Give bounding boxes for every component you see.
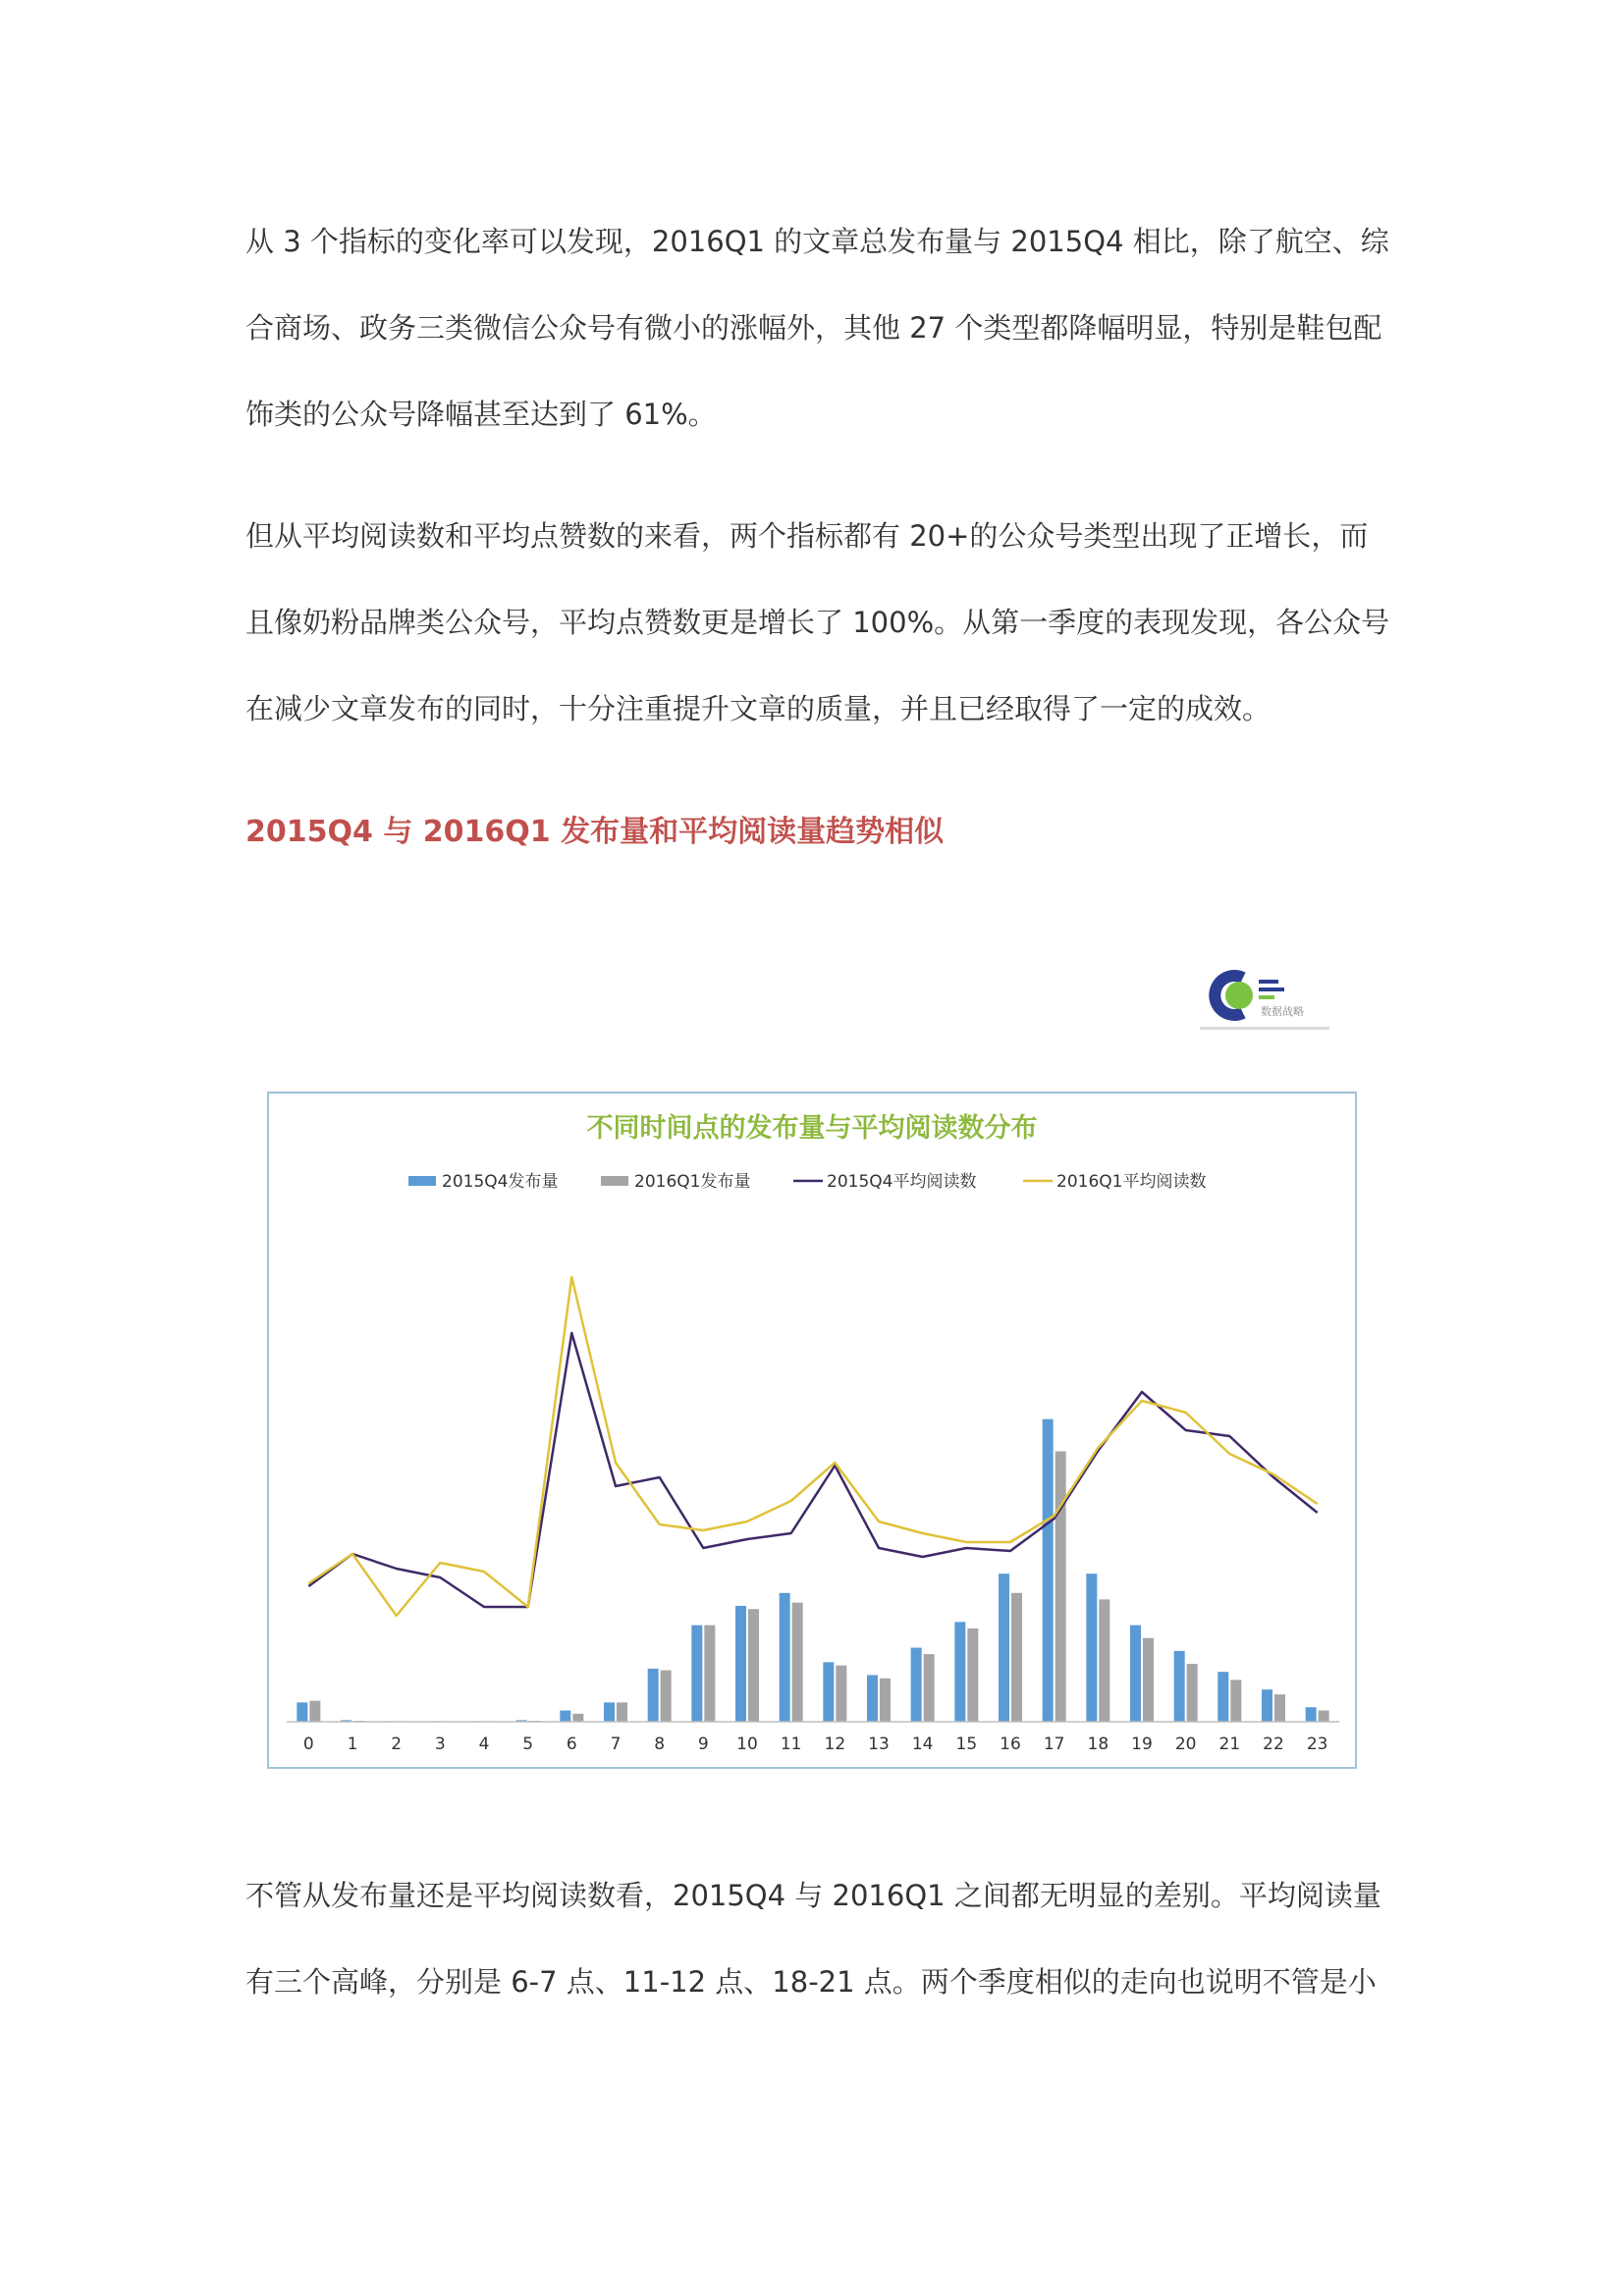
x-tick-label: 8 bbox=[654, 1735, 666, 1754]
bar-2015q4 bbox=[823, 1662, 834, 1722]
bar-2016q1 bbox=[1011, 1593, 1022, 1722]
bar-2015q4 bbox=[1174, 1651, 1185, 1722]
bar-2016q1 bbox=[792, 1603, 803, 1722]
x-tick-label: 5 bbox=[522, 1735, 534, 1754]
bar-2016q1 bbox=[1055, 1451, 1066, 1722]
line-2016q1-avg-read bbox=[308, 1277, 1317, 1616]
bar-2015q4 bbox=[691, 1626, 702, 1722]
bar-2016q1 bbox=[880, 1679, 891, 1722]
x-tick-label: 14 bbox=[911, 1735, 934, 1754]
bar-2015q4 bbox=[911, 1648, 922, 1722]
chart-title: 不同时间点的发布量与平均阅读数分布 bbox=[586, 1113, 1038, 1144]
bar-2015q4 bbox=[1306, 1707, 1317, 1722]
x-tick-label: 2 bbox=[391, 1735, 403, 1754]
bar-2016q1 bbox=[661, 1671, 672, 1722]
bar-2015q4 bbox=[560, 1711, 570, 1722]
x-tick-label: 21 bbox=[1218, 1735, 1241, 1754]
legend-label: 2015Q4发布量 bbox=[442, 1172, 559, 1192]
x-tick-label: 1 bbox=[347, 1735, 358, 1754]
bar-2015q4 bbox=[1130, 1626, 1141, 1722]
chart bbox=[269, 1094, 1355, 1767]
bar-2016q1 bbox=[617, 1702, 627, 1722]
paragraph-line: 合商场、政务三类微信公众号有微小的涨幅外，其他 27 个类型都降幅明显，特别是鞋包配 bbox=[245, 311, 1382, 345]
bar-2015q4 bbox=[954, 1622, 965, 1722]
bar-2015q4 bbox=[999, 1574, 1009, 1722]
paragraph-2 bbox=[245, 493, 1404, 752]
x-tick-label: 0 bbox=[302, 1735, 314, 1754]
logo-bar bbox=[1259, 995, 1274, 999]
logo-bar bbox=[1259, 980, 1278, 984]
legend-swatch bbox=[601, 1176, 628, 1186]
bar-2016q1 bbox=[967, 1629, 978, 1722]
x-tick-label: 17 bbox=[1043, 1735, 1065, 1754]
paragraph-3 bbox=[245, 1852, 1404, 2025]
bar-2016q1 bbox=[572, 1714, 583, 1722]
section-heading: 2015Q4 与 2016Q1 发布量和平均阅读量趋势相似 bbox=[245, 815, 945, 849]
bar-2015q4 bbox=[780, 1593, 790, 1722]
legend-label: 2016Q1平均阅读数 bbox=[1056, 1172, 1207, 1192]
legend-label: 2016Q1发布量 bbox=[634, 1172, 751, 1192]
x-tick-label: 7 bbox=[610, 1735, 622, 1754]
bar-2015q4 bbox=[1217, 1672, 1228, 1722]
logo-bar bbox=[1259, 988, 1284, 991]
x-tick-label: 3 bbox=[434, 1735, 446, 1754]
bar-2016q1 bbox=[1099, 1599, 1109, 1722]
logo-s-mark bbox=[1225, 982, 1253, 1009]
paragraph-line: 有三个高峰，分别是 6-7 点、11-12 点、18-21 点。两个季度相似的走向也说明不管是小 bbox=[245, 1965, 1377, 1999]
bar-2015q4 bbox=[604, 1702, 615, 1722]
bar-2016q1 bbox=[1230, 1680, 1241, 1722]
bar-2016q1 bbox=[1187, 1664, 1198, 1722]
logo-text: 数据战略 bbox=[1261, 1005, 1304, 1018]
logo-underline bbox=[1200, 1027, 1329, 1030]
bar-2015q4 bbox=[648, 1669, 659, 1722]
chart-frame bbox=[267, 1092, 1357, 1769]
x-tick-label: 9 bbox=[697, 1735, 709, 1754]
paragraph-line: 在减少文章发布的同时，十分注重提升文章的质量，并且已经取得了一定的成效。 bbox=[245, 692, 1271, 725]
bar-2015q4 bbox=[297, 1702, 307, 1722]
paragraph-line: 不管从发布量还是平均阅读数看，2015Q4 与 2016Q1 之间都无明显的差别。平均阅读量 bbox=[245, 1879, 1381, 1912]
bar-2016q1 bbox=[704, 1626, 715, 1722]
legend-label: 2015Q4平均阅读数 bbox=[827, 1172, 977, 1192]
bar-2016q1 bbox=[309, 1701, 320, 1722]
bar-2016q1 bbox=[1143, 1638, 1154, 1722]
bar-2015q4 bbox=[1262, 1689, 1272, 1722]
x-tick-label: 20 bbox=[1174, 1735, 1197, 1754]
bar-2015q4 bbox=[1043, 1419, 1054, 1722]
x-tick-label: 12 bbox=[824, 1735, 846, 1754]
paragraph-line: 饰类的公众号降幅甚至达到了 61%。 bbox=[245, 398, 717, 431]
x-tick-label: 18 bbox=[1087, 1735, 1109, 1754]
paragraph-line: 且像奶粉品牌类公众号，平均点赞数更是增长了 100%。从第一季度的表现发现，各公众号 bbox=[245, 606, 1390, 639]
bar-2015q4 bbox=[735, 1606, 746, 1722]
x-tick-label: 19 bbox=[1131, 1735, 1153, 1754]
x-tick-label: 6 bbox=[566, 1735, 577, 1754]
bar-2016q1 bbox=[748, 1609, 759, 1722]
bar-2016q1 bbox=[1319, 1711, 1329, 1722]
x-tick-label: 4 bbox=[478, 1735, 490, 1754]
bar-2015q4 bbox=[867, 1675, 878, 1722]
x-tick-label: 11 bbox=[780, 1735, 802, 1754]
logo bbox=[1200, 964, 1329, 1035]
x-tick-label: 16 bbox=[1000, 1735, 1021, 1754]
paragraph-line: 从 3 个指标的变化率可以发现，2016Q1 的文章总发布量与 2015Q4 相比，除了航空、综 bbox=[245, 225, 1389, 258]
x-tick-label: 15 bbox=[955, 1735, 978, 1754]
bar-2016q1 bbox=[1274, 1694, 1285, 1722]
paragraph-1 bbox=[245, 198, 1404, 457]
bar-2016q1 bbox=[924, 1654, 935, 1722]
x-tick-label: 10 bbox=[736, 1735, 758, 1754]
x-tick-label: 13 bbox=[868, 1735, 890, 1754]
x-tick-label: 22 bbox=[1263, 1735, 1284, 1754]
bar-2016q1 bbox=[836, 1666, 846, 1722]
legend-swatch bbox=[408, 1176, 436, 1186]
bar-2015q4 bbox=[1086, 1574, 1097, 1722]
x-tick-label: 23 bbox=[1306, 1735, 1328, 1754]
paragraph-line: 但从平均阅读数和平均点赞数的来看，两个指标都有 20+的公众号类型出现了正增长，而 bbox=[245, 519, 1369, 553]
